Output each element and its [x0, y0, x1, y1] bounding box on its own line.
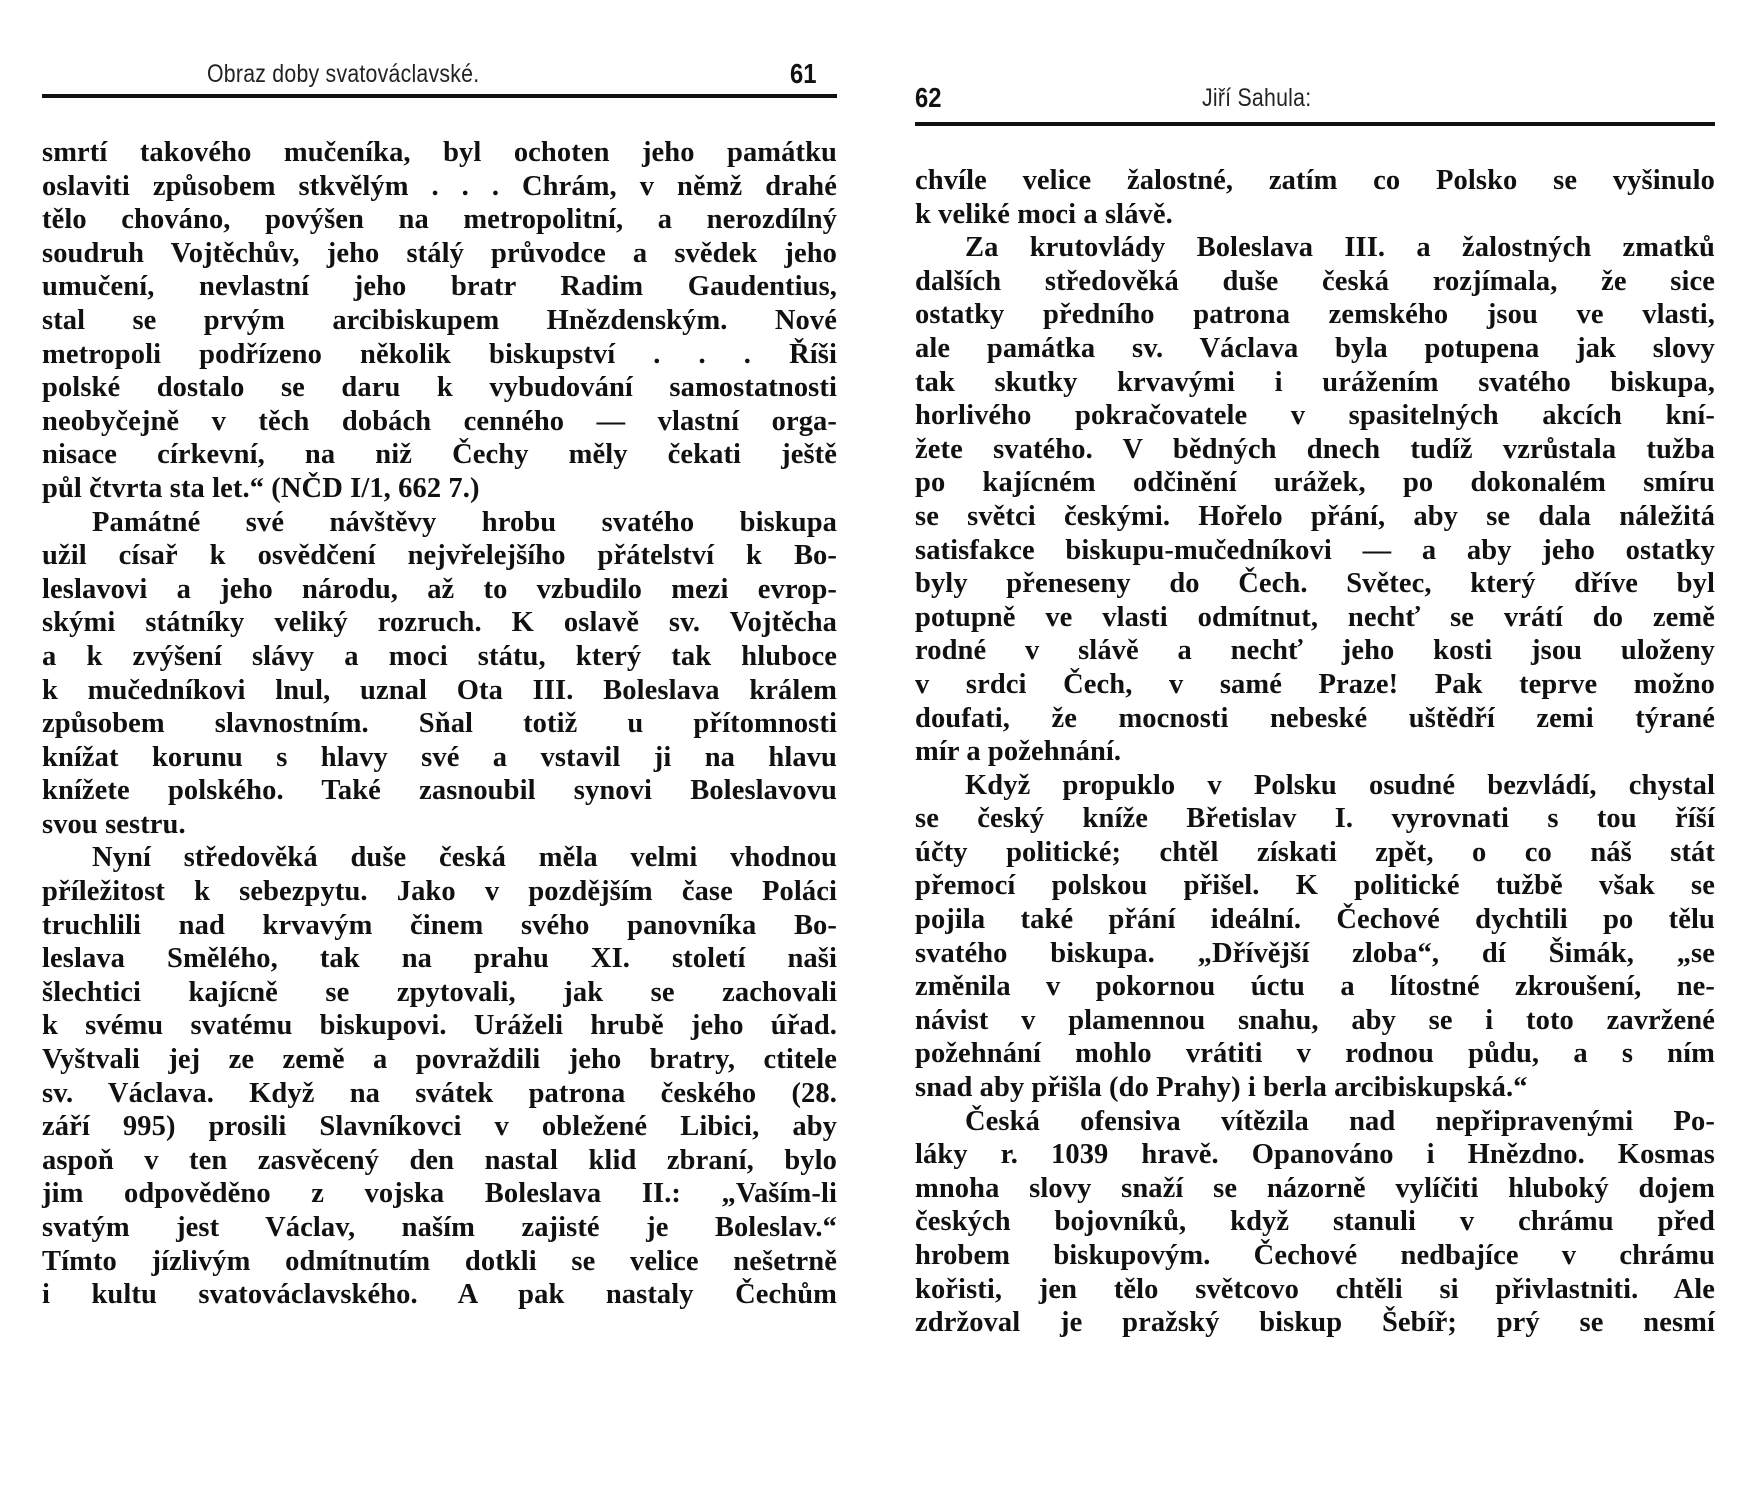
text-line: požehnání mohlo vrátiti v rodnou půdu, a s ním [915, 1038, 1715, 1070]
text-line: návist v plamennou snahu, aby se i toto zavržené [915, 1004, 1715, 1036]
text-line: svatým jest Václav, naším zajisté je Boleslav.“ [42, 1212, 837, 1243]
text-line: ale památka sv. Václava byla potupena jak slovy [915, 332, 1715, 364]
text-line: účty politické; chtěl získati zpět, o co náš stát [915, 836, 1715, 868]
text-line: umučení, nevlastní jeho bratr Radim Gaudentius, [42, 271, 837, 303]
text-line: Česká ofensiva vítězila nad nepřipravenými Po- [965, 1105, 1715, 1137]
header-rule [42, 94, 837, 98]
text-line: knížat korunu s hlavy své a vstavil ji na hlavu [42, 741, 837, 773]
text-line: byly přeneseny do Čech. Světec, který dříve byl [915, 568, 1715, 600]
text-line: aspoň v ten zasvěcený den nastal klid zbraní, bylo [42, 1144, 837, 1176]
text-line: po kajícném odčinění urážek, po dokonalém smíru [915, 467, 1715, 499]
text-line: rodné v slávě a nechť jeho kosti jsou uloženy [915, 635, 1715, 667]
text-line: a k zvýšení slávy a moci státu, který tak hluboce [42, 640, 837, 672]
text-line: stal se prvým arcibiskupem Hnězdenským. Nové [42, 304, 837, 336]
text-line: mnoha slovy snaží se názorně vylíčiti hluboký dojem [915, 1172, 1715, 1204]
text-line: mír a požehnání. [915, 736, 1122, 768]
text-line: leslavovi a jeho národu, až to vzbudilo mezi evrop- [42, 573, 837, 605]
text-line: doufati, že mocnosti nebeské uštědří zemi týrané [915, 702, 1715, 734]
text-line: se světci českými. Hořelo přání, aby se dala náležitá [915, 500, 1715, 532]
text-line: truchlili nad krvavým činem svého panovníka Bo- [42, 909, 837, 941]
text-line: svatého biskupa. „Dřívější zloba“, dí Šimák, „se [915, 937, 1715, 969]
text-line: dalších středověká duše česká rozjímala, že sice [915, 265, 1715, 297]
text-line: šlechtici kajícně se zpytovali, jak se zachovali [42, 976, 837, 1008]
text-line: nisace církevní, na niž Čechy měly čekati ještě [42, 439, 837, 471]
text-line: v srdci Čech, v samé Praze! Pak teprve možno [915, 668, 1715, 700]
text-line: chvíle velice žalostné, zatím co Polsko se vyšinulo [915, 165, 1715, 196]
page-number: 61 [790, 58, 817, 89]
text-line: pojila také přání ideální. Čechové dychtili po tělu [915, 904, 1715, 936]
text-line: září 995) prosili Slavníkovci v obležené Libici, aby [42, 1111, 837, 1143]
text-line: k mučedníkovi lnul, uznal Ota III. Boleslava králem [42, 674, 837, 706]
page-number: 62 [915, 82, 942, 113]
text-line: oslaviti způsobem stkvělým . . . Chrám, v němž drahé [42, 170, 837, 202]
text-line: způsobem slavnostním. Sňal totiž u přítomnosti [42, 708, 837, 740]
running-title: Obraz doby svatováclavské. [207, 60, 480, 88]
text-line: k veliké moci a slávě. [915, 198, 1173, 230]
text-line: i kultu svatováclavského. A pak nastaly Čechům [42, 1279, 837, 1311]
text-line: užil císař k osvědčení nejvřelejšího přátelství k Bo- [42, 540, 837, 572]
text-line: ostatky předního patrona zemského jsou ve vlasti, [915, 299, 1715, 331]
text-line: Nyní středověká duše česká měla velmi vhodnou [92, 842, 837, 874]
body-text [42, 136, 837, 1312]
right-page-header [915, 82, 1715, 122]
text-line: jim odpověděno z vojska Boleslava II.: „Vaším-li [42, 1178, 837, 1210]
text-line: půl čtvrta sta let.“ (NČD I/1, 662 7.) [42, 472, 480, 504]
text-line: metropoli podřízeno několik biskupství . . . Říši [42, 338, 837, 370]
text-line: hrobem biskupovým. Čechové nedbajíce v chrámu [915, 1240, 1715, 1271]
text-line: snad aby přišla (do Prahy) i berla arcibiskupská.“ [915, 1072, 1528, 1104]
text-line: sv. Václava. Když na svátek patrona českého (28. [42, 1077, 837, 1109]
text-line: Za krutovlády Boleslava III. a žalostných zmatků [965, 232, 1715, 264]
text-line: láky r. 1039 hravě. Opanováno i Hnězdno. Kosmas [915, 1139, 1715, 1171]
text-line: změnila v pokornou úctu a lítostné zkroušení, ne- [915, 971, 1715, 1003]
text-line: Tímto jízlivým odmítnutím dotkli se velice nešetrně [42, 1245, 837, 1277]
text-line: knížete polského. Také zasnoubil synovi Boleslavovu [42, 775, 837, 807]
text-line: horlivého pokračovatele v spasitelných akcích kní- [915, 400, 1715, 432]
text-line: svou sestru. [42, 808, 186, 840]
running-title: Jiří Sahula: [1202, 84, 1312, 112]
text-line: skými státníky veliký rozruch. K oslavě sv. Vojtěcha [42, 607, 837, 639]
text-line: satisfakce biskupu-mučedníkovi — a aby jeho ostatky [915, 534, 1715, 566]
text-line: neobyčejně v těch dobách cenného — vlastní orga- [42, 405, 837, 437]
text-line: zdržoval je pražský biskup Šebíř; prý se nesmí [915, 1307, 1715, 1339]
text-line: Vyštvali jej ze země a povraždili jeho bratry, ctitele [42, 1044, 837, 1076]
text-line: tak skutky krvavými i urážením svatého biskupa, [915, 366, 1715, 398]
header-rule [915, 122, 1715, 126]
text-line: se český kníže Břetislav I. vyrovnati s tou říší [915, 803, 1715, 835]
text-line: potupně ve vlasti odmítnut, nechť se vrátí do země [915, 601, 1715, 633]
body-text [915, 164, 1715, 1340]
left-page-header [42, 58, 837, 98]
text-line: polské dostalo se daru k vybudování samostatnosti [42, 372, 837, 404]
text-line: leslava Smělého, tak na prahu XI. století naši [42, 943, 837, 975]
text-line: soudruh Vojtěchův, jeho stálý průvodce a svědek jeho [42, 237, 837, 269]
text-line: přemocí polskou přišel. K politické tužbě však se [915, 870, 1715, 902]
text-line: kořisti, jen tělo světcovo chtěli si přivlastniti. Ale [915, 1273, 1715, 1305]
text-line: příležitost k sebezpytu. Jako v pozdějším čase Poláci [42, 876, 837, 908]
text-line: Když propuklo v Polsku osudné bezvládí, chystal [965, 769, 1715, 801]
text-line: Památné své návštěvy hrobu svatého biskupa [92, 506, 837, 538]
text-line: žete svatého. V bědných dnech tudíž vzrůstala tužba [915, 433, 1715, 465]
text-line: k svému svatému biskupovi. Uráželi hrubě jeho úřad. [42, 1010, 837, 1042]
text-line: tělo chováno, povýšen na metropolitní, a nerozdílný [42, 204, 837, 236]
text-line: smrtí takového mučeníka, byl ochoten jeho památku [42, 137, 837, 168]
text-line: českých bojovníků, když stanuli v chrámu před [915, 1206, 1715, 1238]
